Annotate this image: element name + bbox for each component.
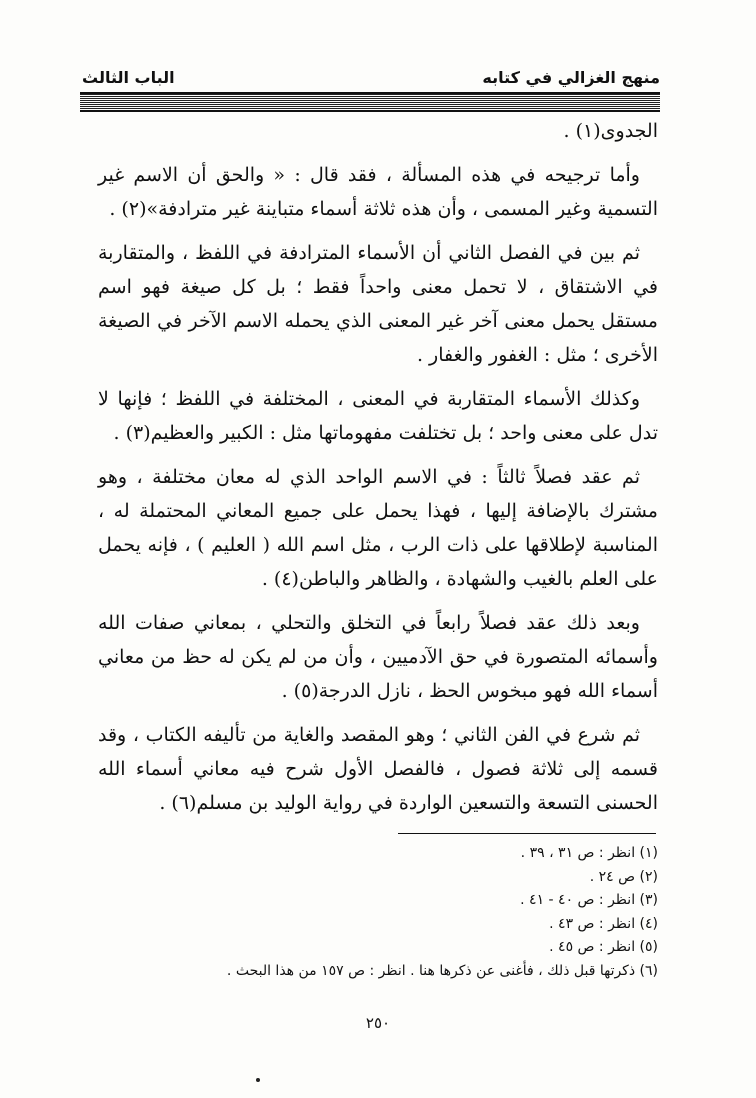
paragraph: وأما ترجيحه في هذه المسألة ، فقد قال : « والحق أن الاسم غير التسمية وغير المسمى ، وأن هذه ثلاثة أسماء متباينة غير مترادفة»(٢) . [98, 164, 658, 220]
paragraph: وكذلك الأسماء المتقاربة في المعنى ، المختلفة في اللفظ ؛ فإنها لا تدل على معنى واحد ؛ بل تختلفت مفهوماتها مثل : الكبير والعظيم(٣) . [98, 388, 658, 444]
main-text [98, 114, 658, 830]
footnote: (١) انظر : ص ٣١ ، ٣٩ . [520, 845, 658, 861]
footnote: (٤) انظر : ص ٤٣ . [549, 915, 658, 932]
footnote: (٢) ص ٢٤ . [589, 868, 658, 885]
paragraph: الجدوى(١) . [563, 120, 658, 142]
paragraph: ثم بين في الفصل الثاني أن الأسماء المترادفة في اللفظ ، والمتقاربة في الاشتقاق ، لا تحمل معنى واحداً فقط ؛ بل كل صيغة فهو اسم مستقل يحمل معنى آخر غير المعنى الذي يحمله الاسم الآخر في الصيغة الأخرى ؛ مثل : الغفور والغفار . [98, 242, 658, 366]
footnote-separator [398, 833, 656, 834]
scan-speck [256, 1078, 260, 1082]
header-rule [80, 92, 660, 112]
footnotes [150, 842, 658, 983]
footnote: (٣) انظر : ص ٤٠ - ٤١ . [520, 892, 658, 908]
running-header [82, 64, 660, 90]
book-title: منهج الغزالي في كتابه [482, 67, 660, 87]
paragraph: ثم شرع في الفن الثاني ؛ وهو المقصد والغاية من تأليفه الكتاب ، وقد قسمه إلى ثلاثة فصول ، فالفصل الأول شرح فيه معاني أسماء الله الحسنى التسعة والتسعين الواردة في رواية الوليد بن مسلم(٦) . [98, 724, 658, 814]
page-number: ٢٥٠ [365, 1014, 391, 1032]
footnote: (٦) ذكرتها قبل ذلك ، فأغنى عن ذكرها هنا . انظر : ص ١٥٧ من هذا البحث . [226, 962, 658, 979]
footnote: (٥) انظر : ص ٤٥ . [549, 939, 658, 955]
paragraph: ثم عقد فصلاً ثالثاً : في الاسم الواحد الذي له معان مختلفة ، وهو مشترك بالإضافة إليها ، فهذا يحمل على جميع المعاني المحتملة له ، المناسبة لإطلاقها على ذات الرب ، مثل اسم الله ( العليم ) ، فإنه يحمل على العلم بالغيب والشهادة ، والظاهر والباطن(٤) . [98, 466, 658, 590]
paragraph: وبعد ذلك عقد فصلاً رابعاً في التخلق والتحلي ، بمعاني صفات الله وأسمائه المتصورة في حق الآدميين ، وأن من لم يكن له حظ من معاني أسماء الله فهو مبخوس الحظ ، نازل الدرجة(٥) . [98, 612, 658, 702]
chapter-title: الباب الثالث [82, 67, 175, 87]
